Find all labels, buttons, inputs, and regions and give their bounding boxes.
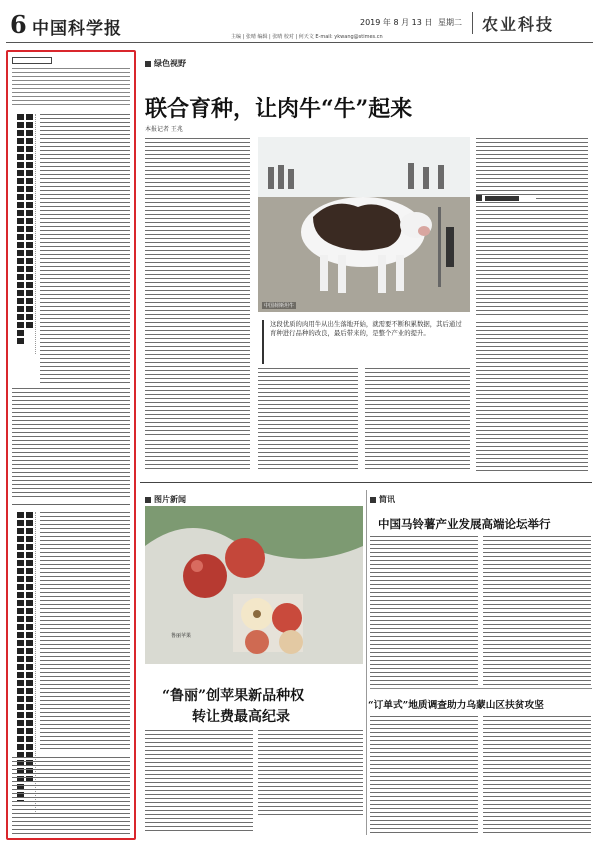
left-article-1-body	[40, 114, 130, 384]
page-number: 6	[10, 10, 27, 39]
left-vertical-headline-1	[14, 114, 36, 354]
issue-weekday: 星期二	[438, 18, 462, 27]
apple-photo-caption: 鲁丽苹果	[171, 633, 192, 639]
left-article-2-body-cont	[12, 757, 130, 835]
apple-illustration	[145, 506, 363, 664]
brief-kicker: 简讯	[370, 494, 395, 505]
photo-news-headline-1: “鲁丽”创苹果新品种权	[162, 688, 305, 704]
cow-photo-caption: 中国荷斯坦牛	[264, 303, 295, 309]
brief-2-body-a	[370, 716, 478, 834]
main-article-body-col-4	[476, 138, 588, 318]
header-rule	[6, 42, 593, 43]
left-article-2-body	[40, 512, 130, 752]
left-column-highlight	[6, 50, 136, 840]
right-subhead-1	[476, 195, 536, 201]
brief-1-body-a	[370, 536, 478, 686]
section-title: 农业科技	[482, 15, 555, 34]
pull-quote-text: 这段优质的肉用牛从出生落地开始，就需要不断积累数据，其后通过育种进行品种的改良，最后带来的，是整个产业的提升。	[270, 320, 462, 337]
photo-news-headline-2: 转让费最高纪录	[192, 709, 290, 725]
main-article-byline: 本报记者 王兆	[145, 126, 183, 133]
apple-photo	[145, 506, 363, 664]
brief-headline-1: 中国马铃薯产业发展高端论坛举行	[378, 517, 551, 531]
pull-quote	[262, 320, 466, 364]
page-header	[6, 8, 593, 44]
main-article-body-col-1	[145, 138, 250, 438]
cow-photo	[258, 137, 470, 312]
brief-rule	[370, 688, 592, 689]
section-rule-mid	[140, 482, 592, 483]
main-article-kicker: 绿色视野	[145, 58, 186, 69]
main-article-body-col-2	[258, 368, 358, 472]
brief-1-body-b	[483, 536, 591, 686]
brief-2-body-b	[483, 716, 591, 834]
brief-headline-2: “订单式”地质调查助力乌蒙山区扶贫攻坚	[368, 700, 544, 711]
main-article-body-col-1b	[145, 440, 250, 472]
main-article-headline: 联合育种，让肉牛“牛”起来	[145, 96, 413, 122]
column-divider-bottom	[366, 490, 367, 835]
photo-news-body-2	[258, 730, 363, 818]
header-divider	[472, 12, 473, 34]
main-article-body-col-3	[365, 368, 470, 472]
main-article-body-col-4b	[476, 322, 588, 472]
photo-news-body-1	[145, 730, 253, 834]
left-intro-text	[12, 68, 130, 108]
paper-name: 中国科学报	[32, 19, 122, 39]
cow-illustration	[258, 137, 470, 312]
left-column-tag	[12, 57, 52, 64]
left-article-1-body-cont	[12, 388, 130, 498]
left-divider	[12, 504, 130, 505]
photo-news-kicker: 图片新闻	[145, 494, 186, 505]
issue-date: 2019 年 8 月 13 日	[360, 18, 433, 27]
contact-line: 主编 | 张晴 编辑 | 张晴 校对 | 何天文 E-mail: ykwang@stimes.cn	[231, 34, 383, 40]
